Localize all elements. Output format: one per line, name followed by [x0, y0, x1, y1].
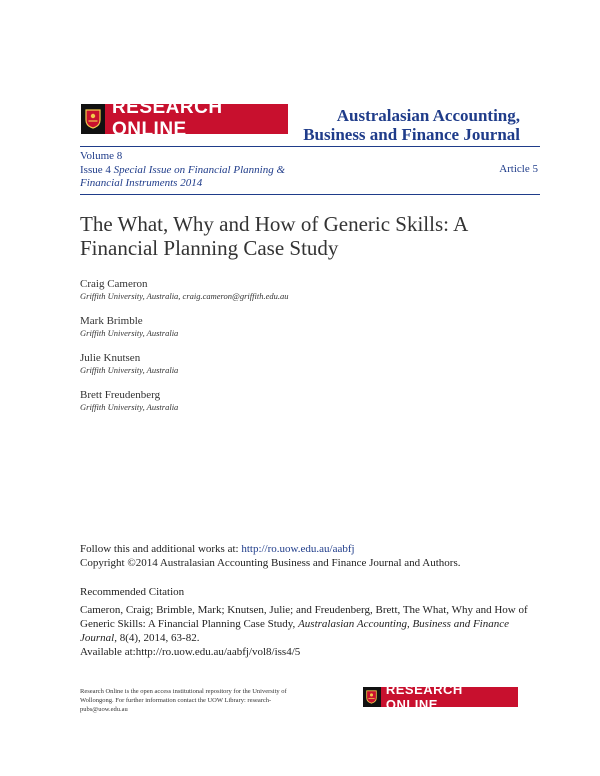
author-affiliation: Griffith University, Australia — [80, 365, 179, 375]
author-name[interactable]: Mark Brimble — [80, 315, 143, 327]
research-online-logo[interactable] — [81, 97, 288, 140]
recommended-citation — [80, 603, 530, 659]
issue-link[interactable] — [80, 164, 320, 191]
crest-icon — [81, 104, 105, 134]
logo-text: RESEARCH ONLINE — [385, 682, 463, 712]
paper-title[interactable]: The What, Why and How of Generic Skills: A Financial Planning Case Study — [80, 212, 468, 260]
author-name[interactable]: Julie Knutsen — [80, 352, 141, 364]
logo-text: RESEARCH ONLINE — [111, 97, 223, 140]
citation-text: Cameron, Craig; Brimble, Mark; Knutsen, Julie; and Freudenberg, Brett, The What, Why and How of Generic Skills: A Financial Planning Case Study, — [80, 604, 528, 630]
journal-title-line1: Australasian Accounting, — [336, 106, 520, 125]
issue-rule — [80, 194, 540, 195]
follow-section — [80, 542, 460, 570]
issue-info — [80, 150, 320, 191]
journal-title[interactable] — [303, 106, 520, 144]
author-item — [80, 278, 289, 302]
author-item — [80, 389, 289, 413]
article-number[interactable]: Article 5 — [499, 163, 538, 175]
volume-link[interactable]: Volume 8 — [80, 150, 123, 162]
author-item — [80, 352, 289, 376]
author-affiliation: Griffith University, Australia — [80, 402, 179, 412]
author-list — [80, 278, 289, 426]
citation-details: , 8(4), 2014, 63-82. — [114, 632, 200, 644]
citation-journal: Australasian Accounting, Business and Finance Journal — [80, 618, 509, 644]
author-name[interactable]: Brett Freudenberg — [80, 389, 161, 401]
follow-text: Follow this and additional works at: — [80, 543, 242, 555]
issue-title: Special Issue on Financial Planning & Financial Instruments 2014 — [80, 163, 286, 189]
recommended-citation-heading: Recommended Citation — [80, 586, 185, 598]
copyright-text: Copyright ©2014 Australasian Accounting Business and Finance Journal and Authors. — [80, 557, 461, 569]
citation-available[interactable]: Available at:http://ro.uow.edu.au/aabfj/vol8/iss4/5 — [80, 646, 301, 658]
issue-number: Issue 4 — [80, 163, 111, 176]
journal-title-line2: Business and Finance Journal — [303, 125, 520, 144]
footer-note: Research Online is the open access institutional repository for the University of Wollongong. For further information contact the UOW Library: research-pubs@uow.edu.au — [80, 688, 287, 713]
author-item — [80, 315, 289, 339]
author-affiliation: Griffith University, Australia — [80, 328, 179, 338]
research-online-logo-footer[interactable] — [363, 682, 518, 712]
author-name[interactable]: Craig Cameron — [80, 278, 148, 290]
header-rule — [80, 146, 540, 147]
author-affiliation: Griffith University, Australia, craig.cameron@griffith.edu.au — [80, 291, 289, 301]
repository-link[interactable]: http://ro.uow.edu.au/aabfj — [241, 543, 355, 555]
crest-icon — [363, 687, 381, 707]
